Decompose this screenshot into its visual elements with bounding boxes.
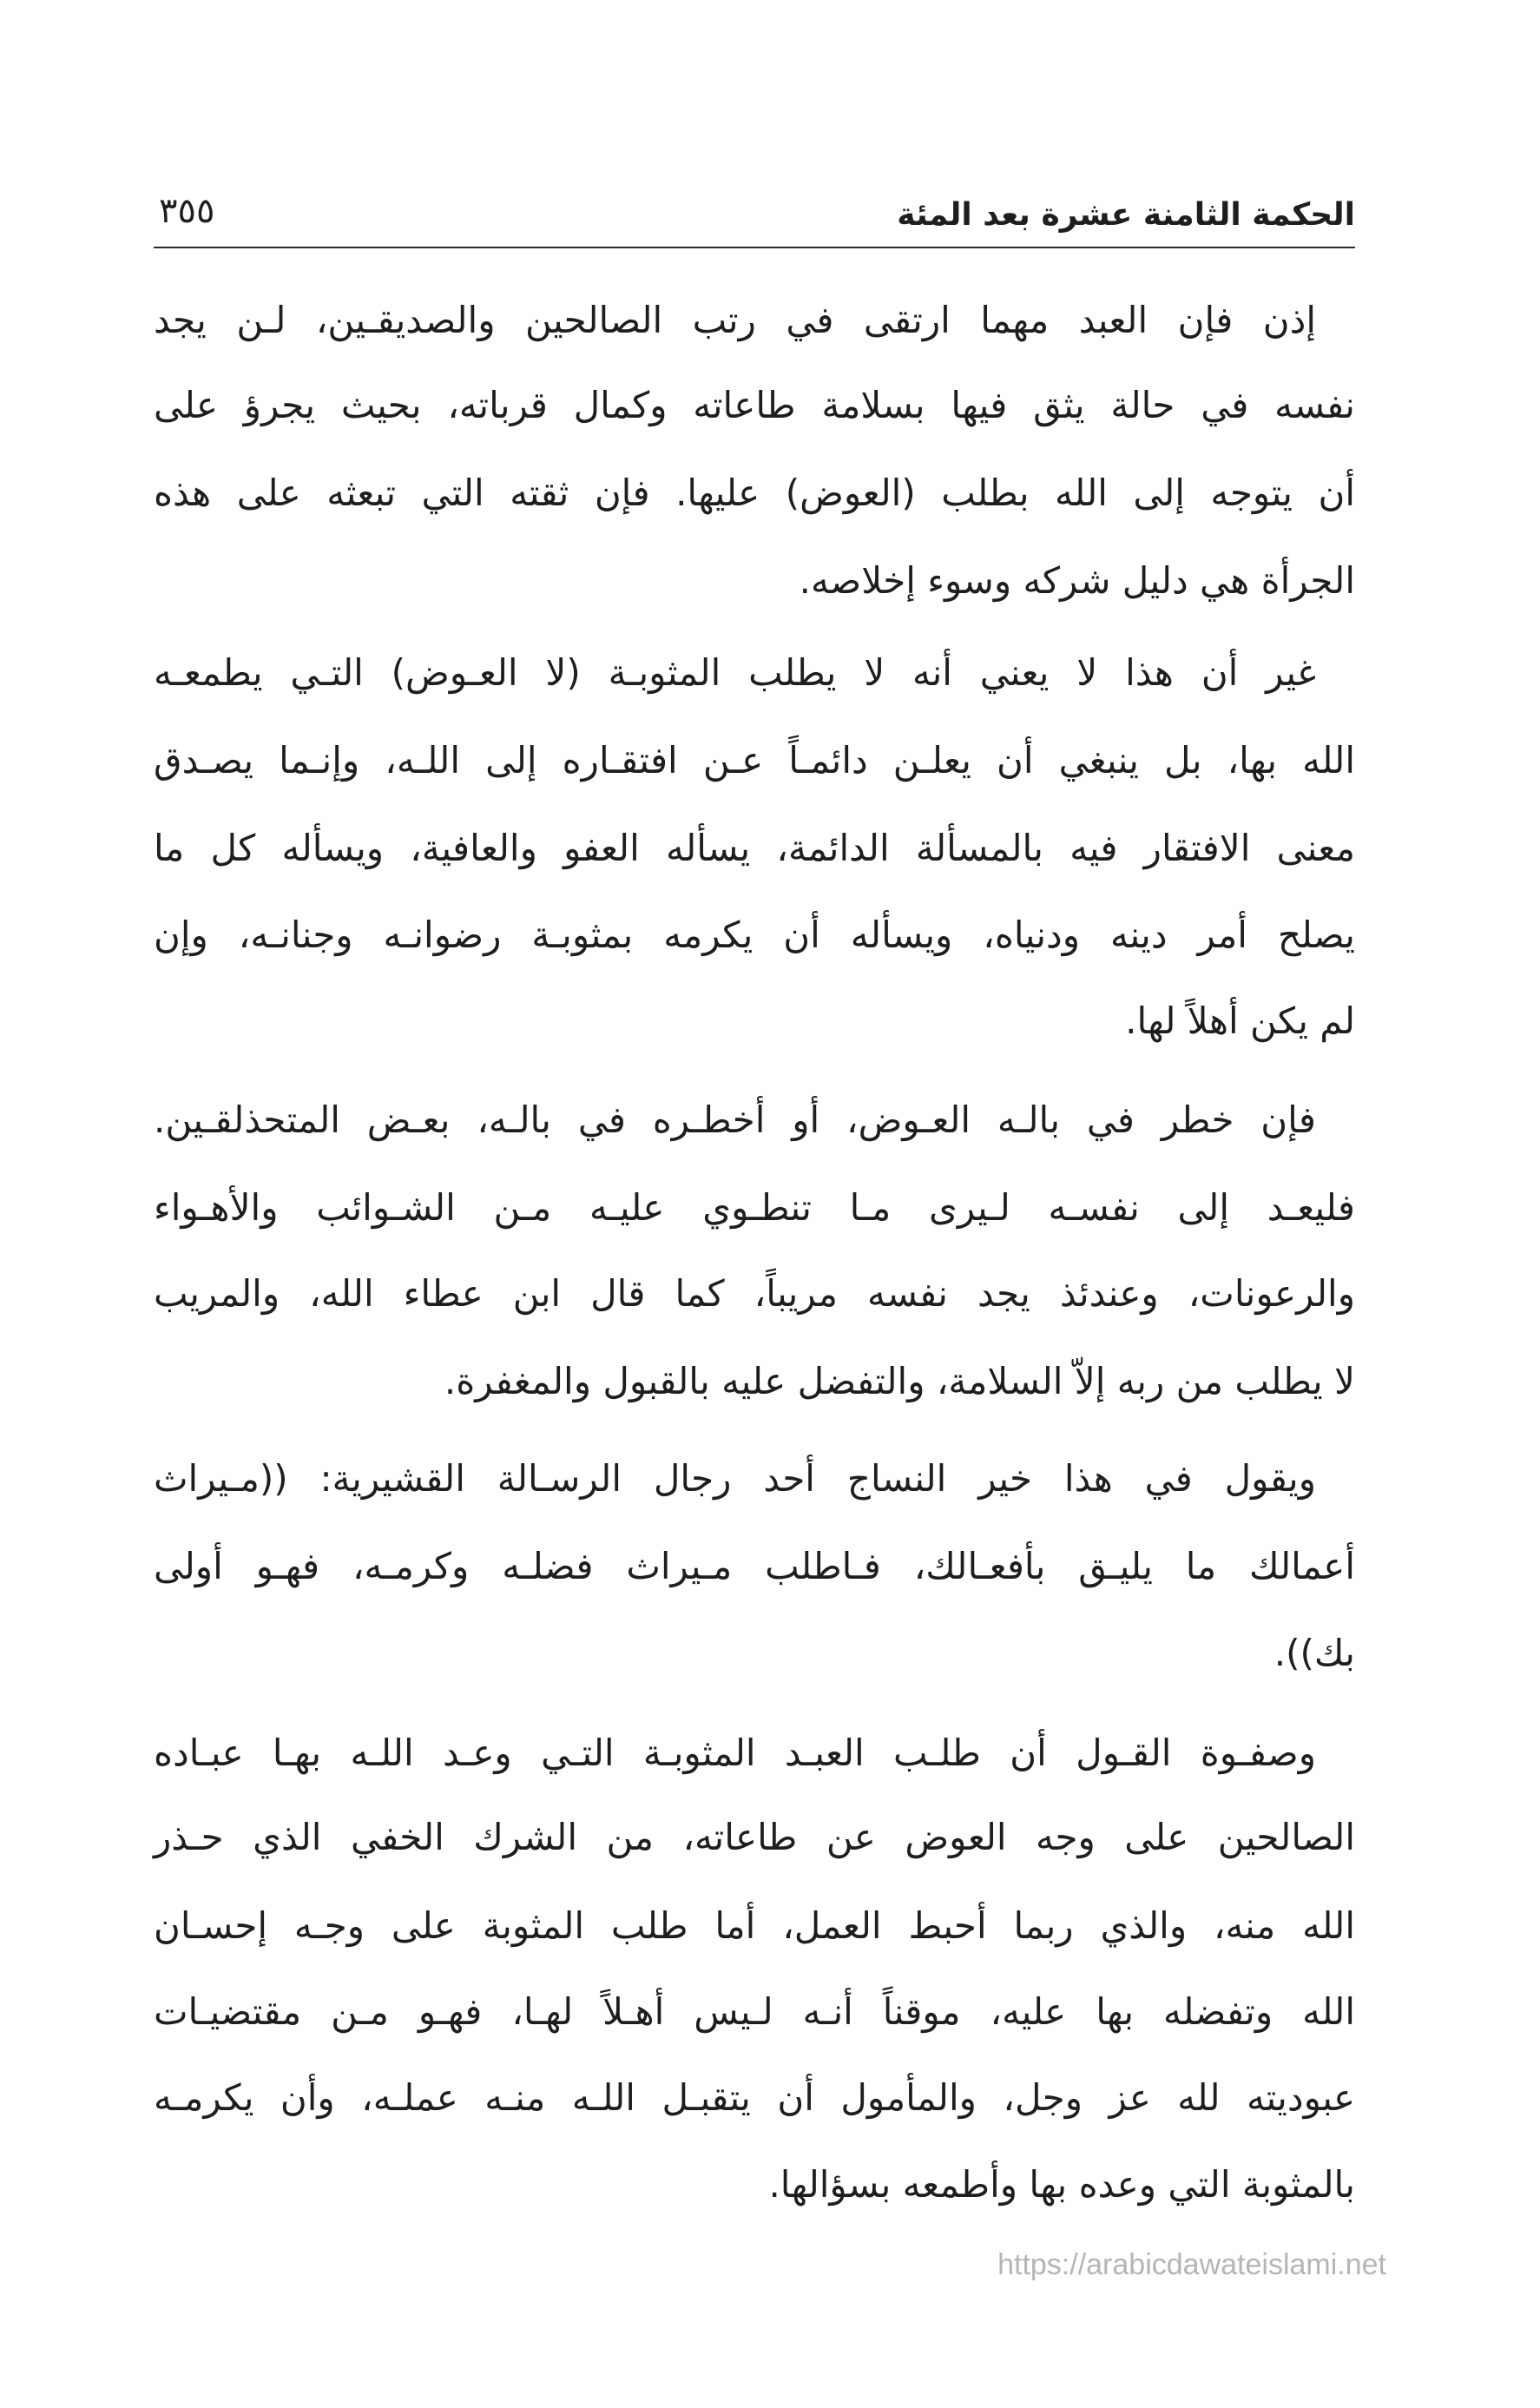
text-line: ويقول في هذا خير النساج أحد رجال الرسـالة القشيرية: ((مـيراث <box>154 1457 1316 1500</box>
text-line: بالمثوبة التي وعده بها وأطمعه بسؤالها. <box>768 2163 1355 2206</box>
text-line: عبوديته لله عز وجل، والمأمول أن يتقبـل اللـه منـه عملـه، وأن يكرمـه <box>154 2076 1355 2119</box>
text-line: يصلح أمر دينه ودنياه، ويسأله أن يكرمه بمثوبـة رضوانـه وجنانـه، وإن <box>154 914 1355 956</box>
header-rule <box>154 247 1355 248</box>
text-line: أن يتوجه إلى الله بطلب (العوض) عليها. فإن ثقته التي تبعثه على هذه <box>154 472 1355 514</box>
text-line: وصفـوة القـول أن طلـب العبـد المثوبـة التـي وعـد اللـه بهـا عبـاده <box>154 1732 1316 1774</box>
text-line: نفسه في حالة يثق فيها بسلامة طاعاته وكمال قرباته، بحيث يجرؤ على <box>154 384 1355 426</box>
text-line: أعمالك ما يليـق بأفعـالك، فـاطلب مـيراث فضلـه وكرمـه، فهـو أولى <box>154 1545 1355 1587</box>
text-line: فإن خطر في بالـه العـوض، أو أخطـره في بالـه، بعـض المتحذلقـين. <box>154 1098 1316 1141</box>
watermark-url: https://arabicdawateislami.net <box>997 2248 1386 2281</box>
chapter-title: الحكمة الثامنة عشرة بعد المئة <box>897 197 1355 233</box>
text-line: الله وتفضله بها عليه، موقناً أنـه لـيس أهـلاً لهـا، فهـو مـن مقتضيـات <box>154 1990 1355 2033</box>
text-line: الله منه، والذي ربما أحبط العمل، أما طلب المثوبة على وجـه إحسـان <box>154 1904 1355 1947</box>
text-line: الله بها، بل ينبغي أن يعلـن دائمـاً عـن افتقـاره إلى اللـه، وإنـما يصـدق <box>154 739 1355 782</box>
text-line: الصالحين على وجه العوض عن طاعاته، من الشرك الخفي الذي حـذر <box>154 1816 1355 1858</box>
text-line: والرعونات، وعندئذ يجد نفسه مريباً، كما قال ابن عطاء الله، والمريب <box>154 1272 1355 1315</box>
text-line: معنى الافتقار فيه بالمسألة الدائمة، يسأله العفو والعافية، ويسأله كل ما <box>154 827 1355 869</box>
page-number: ٣٥٥ <box>159 191 215 231</box>
text-line: بك)). <box>1273 1632 1355 1674</box>
text-line: الجرأة هي دليل شركه وسوء إخلاصه. <box>799 559 1355 602</box>
text-line: لم يكن أهلاً لها. <box>1125 999 1355 1042</box>
text-line: إذن فإن العبد مهما ارتقى في رتب الصالحين والصديقـين، لـن يجد <box>154 299 1316 341</box>
text-line: لا يطلب من ربه إلاّ السلامة، والتفضل عليه بالقبول والمغفرة. <box>444 1360 1355 1402</box>
text-line: فليعـد إلى نفسـه لـيرى مـا تنطـوي عليـه مـن الشـوائب والأهـواء <box>154 1186 1355 1229</box>
text-line: غير أن هذا لا يعني أنه لا يطلب المثوبـة (لا العـوض) التـي يطمعـه <box>154 651 1316 694</box>
